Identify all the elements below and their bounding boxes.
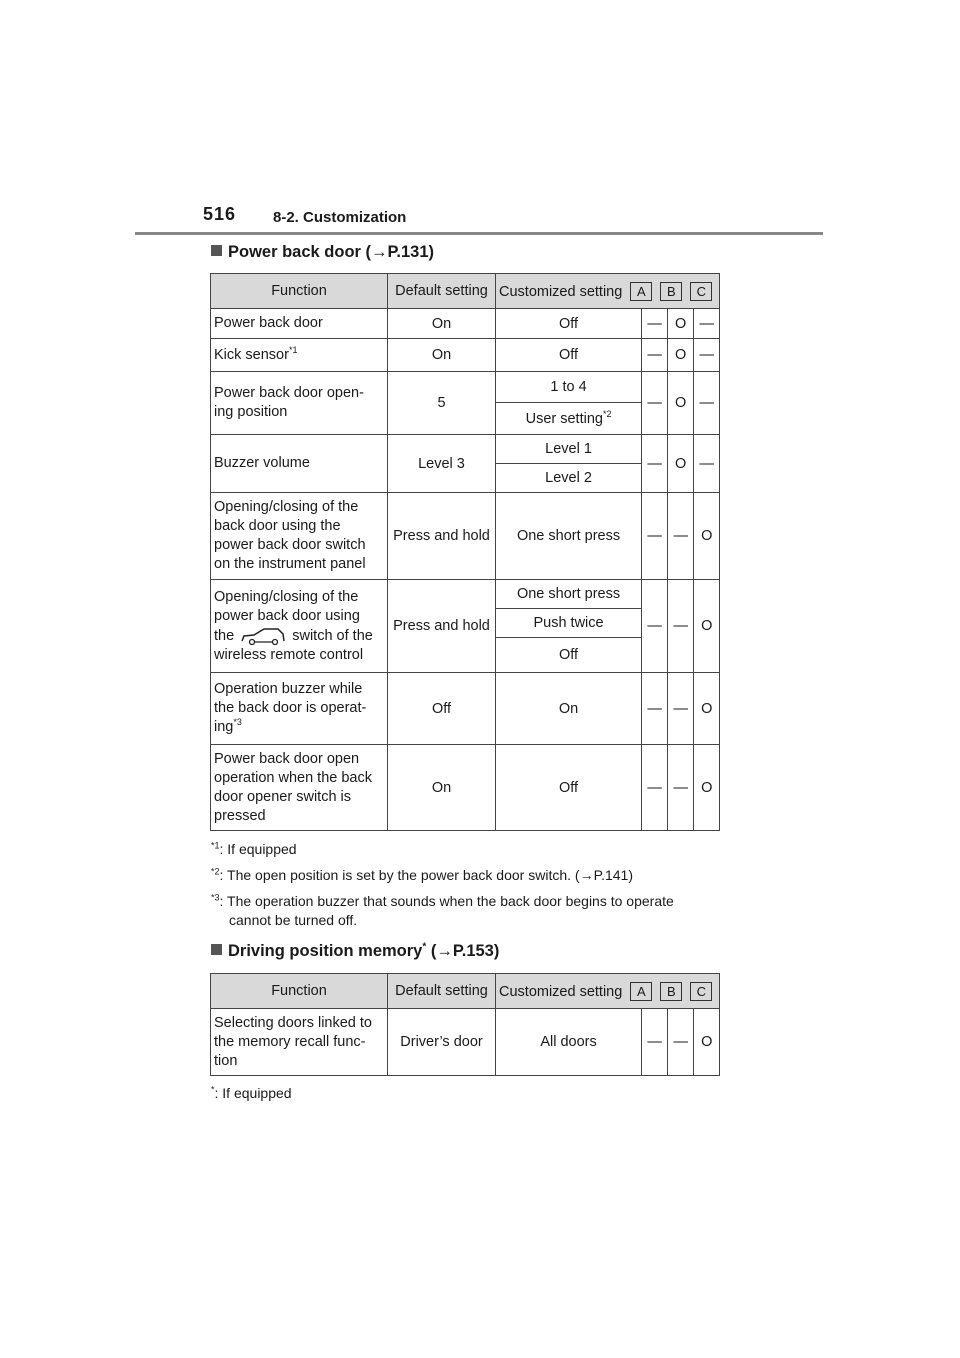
arrow-icon: → bbox=[579, 867, 594, 883]
column-c-label: C bbox=[690, 282, 712, 301]
table-row: Power back door On Off — O — bbox=[211, 309, 720, 339]
table-row: Operation buzzer while the back door is operat- ing$^{*3}$ Off On — — O bbox=[211, 673, 720, 745]
page-ref-link[interactable]: P.131 bbox=[387, 243, 429, 261]
header-customized: Customized setting A B C bbox=[496, 274, 720, 309]
table-header-row bbox=[211, 974, 720, 1009]
footnote-2: $^{*2}$: The open position is set by the power back door switch. (→P.141) bbox=[211, 866, 634, 883]
column-c-label: C bbox=[690, 982, 712, 1001]
table-row: Buzzer volume Level 3 Level 1 — O — bbox=[211, 435, 720, 464]
table-row: Power back door open operation when the back door opener switch is pressed On Off — — O bbox=[211, 745, 720, 831]
section-title: 8-2. Customization bbox=[273, 209, 407, 226]
header-customized: Customized setting A B C bbox=[496, 974, 720, 1009]
header-function: Function bbox=[211, 974, 388, 1009]
header-rule bbox=[135, 232, 823, 235]
heading-power-back-door: Power back door (→P.131) bbox=[211, 243, 434, 262]
table-row: Power back door open- ing position 5 1 to 4 — O — bbox=[211, 372, 720, 403]
square-bullet-icon bbox=[211, 944, 222, 955]
heading-driving-position-memory: Driving position memory* (→P.153) bbox=[211, 942, 499, 961]
column-a-label: A bbox=[630, 982, 652, 1001]
column-b-label: B bbox=[660, 982, 682, 1001]
table-row: Kick sensor$^{*1}$ On Off — O — bbox=[211, 339, 720, 372]
driving-position-memory-table bbox=[210, 973, 720, 1076]
page-number: 516 bbox=[203, 204, 237, 224]
power-back-door-table bbox=[210, 273, 720, 831]
table-header-row bbox=[211, 274, 720, 309]
header-default: Default setting bbox=[388, 274, 496, 309]
table-row: Opening/closing of the power back door using the switch of the wireless remote control Press and hold One short press — — O bbox=[211, 580, 720, 609]
page-header bbox=[203, 204, 823, 234]
table-row: Level 2 bbox=[211, 464, 720, 493]
header-default: Default setting bbox=[388, 974, 496, 1009]
column-b-label: B bbox=[660, 282, 682, 301]
table-row: Selecting doors linked to the memory recall func- tion Driver’s door All doors — — O bbox=[211, 1009, 720, 1076]
page-ref-link[interactable]: P.141 bbox=[593, 867, 629, 883]
table-row: User setting$^{*2}$ bbox=[211, 403, 720, 435]
vehicle-outline-icon bbox=[240, 626, 286, 646]
table-row: Off bbox=[211, 638, 720, 673]
arrow-icon: → bbox=[371, 243, 388, 261]
footnote-3: $^{*3}$: The operation buzzer that sounds when the back door begins to operate cannot be turned off. bbox=[211, 892, 674, 928]
table-row: Push twice bbox=[211, 609, 720, 638]
footnote-1: $^{*1}$: If equipped bbox=[211, 840, 297, 857]
page-ref-link[interactable]: P.153 bbox=[452, 942, 494, 960]
column-a-label: A bbox=[630, 282, 652, 301]
footnote-if-equipped: *: If equipped bbox=[211, 1084, 292, 1101]
table-row: Opening/closing of the back door using the power back door switch on the instrument panel Press and hold One short press — — O bbox=[211, 493, 720, 580]
header-function: Function bbox=[211, 274, 388, 309]
square-bullet-icon bbox=[211, 245, 222, 256]
arrow-icon: → bbox=[436, 942, 453, 960]
